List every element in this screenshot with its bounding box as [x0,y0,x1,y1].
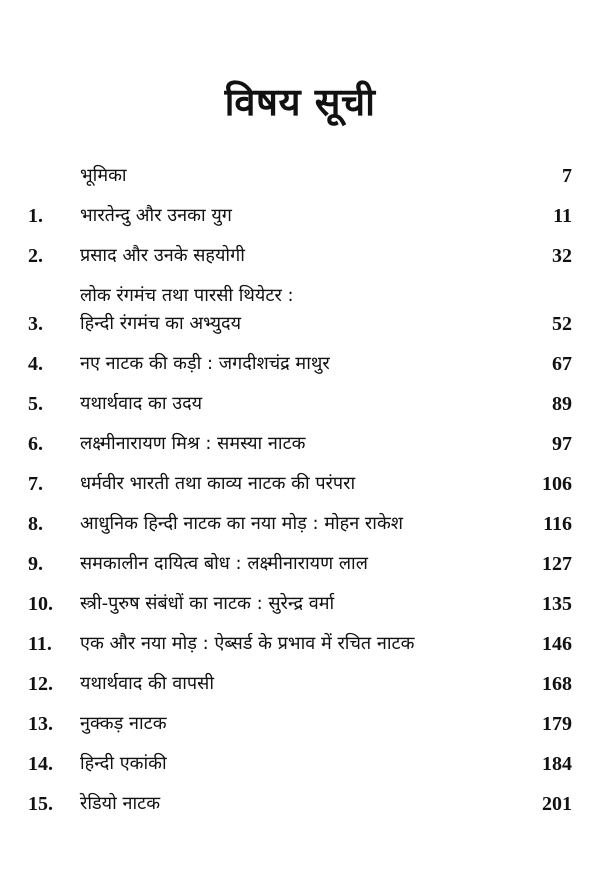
entry-number: 10. [28,593,53,615]
entry-page: 11 [553,205,572,227]
toc-entry-8 [28,510,572,550]
toc-entry-6 [28,430,572,470]
entry-title: यथार्थवाद की वापसी [80,673,214,694]
entry-title: एक और नया मोड़ : ऐब्सर्ड के प्रभाव में रचित नाटक [80,633,415,654]
toc-entry-12 [28,670,572,710]
toc-entry-2 [28,242,572,282]
entry-page: 7 [562,165,572,187]
toc-entry-5 [28,390,572,430]
entry-number: 5. [28,393,43,415]
entry-number: 11. [28,633,52,655]
entry-number: 14. [28,753,53,775]
entry-page: 201 [542,793,572,815]
table-of-contents [28,162,572,830]
entry-title: भूमिका [80,165,127,186]
entry-title: रेडियो नाटक [80,793,161,814]
entry-title: यथार्थवाद का उदय [80,393,203,414]
entry-page: 67 [552,353,572,375]
entry-page: 179 [542,713,572,735]
entry-title: नए नाटक की कड़ी : जगदीशचंद्र माथुर [80,353,330,374]
toc-entry-13 [28,710,572,750]
entry-page: 89 [552,393,572,415]
toc-entry-7 [28,470,572,510]
entry-title: लक्ष्मीनारायण मिश्र : समस्या नाटक [80,433,306,454]
toc-entry-3 [28,282,572,350]
entry-page: 168 [542,673,572,695]
toc-entry-14 [28,750,572,790]
entry-page: 116 [543,513,572,535]
entry-number: 6. [28,433,43,455]
entry-title: भारतेन्दु और उनका युग [80,205,232,226]
entry-number: 12. [28,673,53,695]
entry-page: 184 [542,753,572,775]
entry-number: 8. [28,513,43,535]
entry-number: 13. [28,713,53,735]
entry-number: 3. [28,313,43,335]
toc-entry-9 [28,550,572,590]
entry-number: 1. [28,205,43,227]
entry-page: 135 [542,593,572,615]
entry-title: स्त्री-पुरुष संबंधों का नाटक : सुरेन्द्र वर्मा [80,593,335,614]
toc-entry-preface [28,162,572,202]
entry-number: 9. [28,553,43,575]
toc-entry-4 [28,350,572,390]
toc-entry-11 [28,630,572,670]
entry-number: 2. [28,245,43,267]
entry-page: 52 [552,313,572,335]
entry-title: हिन्दी एकांकी [80,753,167,774]
entry-title: समकालीन दायित्व बोध : लक्ष्मीनारायण लाल [80,553,368,574]
entry-page: 97 [552,433,572,455]
entry-title: आधुनिक हिन्दी नाटक का नया मोड़ : मोहन राकेश [80,513,404,534]
entry-page: 146 [542,633,572,655]
entry-title [80,282,500,338]
page-title: विषय सूची [224,80,376,124]
entry-number: 15. [28,793,53,815]
entry-title: नुक्कड़ नाटक [80,713,167,734]
entry-title: प्रसाद और उनके सहयोगी [80,245,245,266]
entry-title-line-1: लोक रंगमंच तथा पारसी थियेटर : [80,285,294,306]
toc-entry-15 [28,790,572,830]
entry-title-line-2: हिन्दी रंगमंच का अभ्युदय [80,313,242,334]
toc-entry-10 [28,590,572,630]
toc-entry-1 [28,202,572,242]
entry-number: 7. [28,473,43,495]
entry-page: 32 [552,245,572,267]
entry-number: 4. [28,353,43,375]
entry-page: 127 [542,553,572,575]
entry-page: 106 [542,473,572,495]
entry-title: धर्मवीर भारती तथा काव्य नाटक की परंपरा [80,473,356,494]
